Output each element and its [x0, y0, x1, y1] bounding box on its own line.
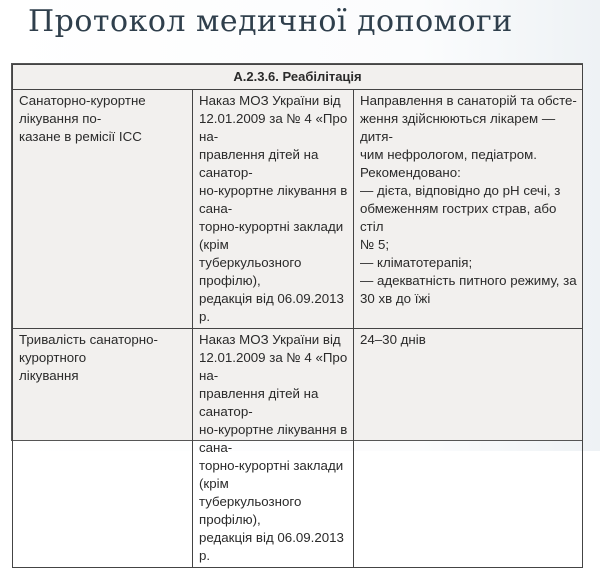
table-row [13, 329, 583, 568]
reference-cell: Наказ МОЗ України від 12.01.2009 за № 4 «Про на- правлення дітей на санатор- но-курортне лікування в сана- торно-курортні заклади (крім туберкульозного профілю), редакція від 06.09.2013 р. [193, 329, 354, 568]
slide-title: Протокол медичної допомоги [28, 4, 513, 39]
table-row [13, 90, 583, 329]
section-title: А.2.3.6. Реабілітація [13, 65, 583, 90]
criterion-cell: Тривалість санаторно-курортного лікування [13, 329, 193, 568]
reference-cell: Наказ МОЗ України від 12.01.2009 за № 4 «Про на- правлення дітей на санатор- но-курортне лікування в сана- торно-курортні заклади (крім туберкульозного профілю), редакція від 06.09.2013 р. [193, 90, 354, 329]
note-cell: 24–30 днів [354, 329, 583, 568]
table-header-row [13, 65, 583, 90]
protocol-table-scan [11, 63, 583, 563]
note-cell: Направлення в санаторій та обсте- ження здійснюються лікарем — дитя- чим нефрологом, педіатром. Рекомендовано: — дієта, відповідно до рН сечі, з обмеженням гострих страв, або стіл № 5; — кліматотерапія; — адекватність питного режиму, за 30 хв до їжі [354, 90, 583, 329]
criterion-cell: Санаторно-курортне лікування по- казане в ремісії ІСС [13, 90, 193, 329]
rehabilitation-table [12, 64, 583, 568]
